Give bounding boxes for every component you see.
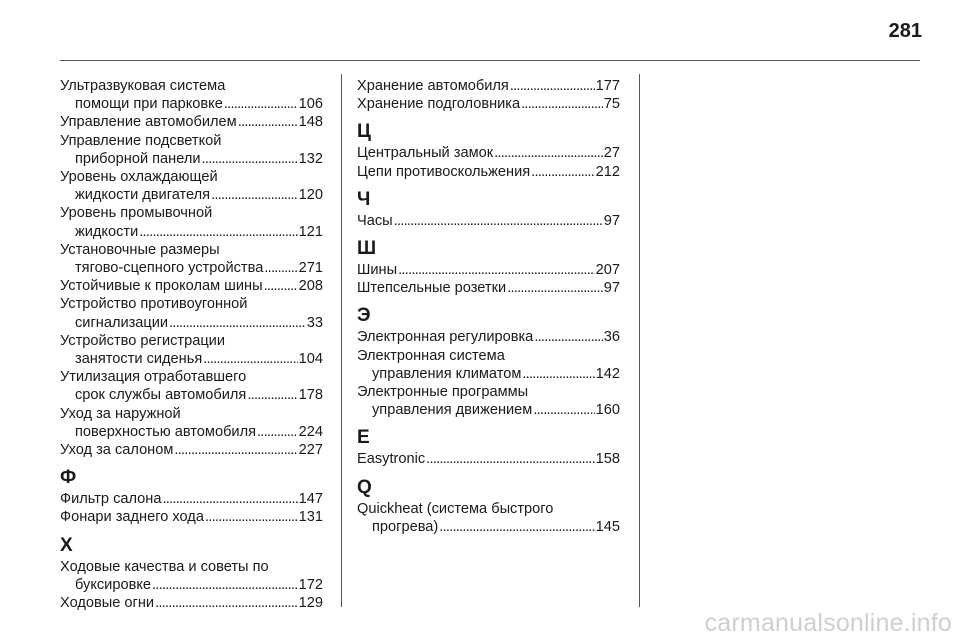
entry-line bbox=[357, 518, 620, 536]
index-entry bbox=[357, 261, 620, 279]
dot-leader bbox=[257, 423, 298, 441]
page-reference: 27 bbox=[603, 145, 620, 162]
entry-term: поверхностью автомобиля bbox=[75, 423, 256, 440]
dot-leader bbox=[394, 212, 603, 230]
entry-term: Утилизация отработавшего bbox=[60, 369, 247, 386]
page-reference: 33 bbox=[306, 314, 323, 331]
entry-line bbox=[357, 401, 620, 419]
index-entry bbox=[357, 77, 620, 95]
index-entry bbox=[60, 277, 323, 295]
entry-term: Фонари заднего хода bbox=[60, 509, 204, 526]
entry-term: Управление подсветкой bbox=[60, 132, 222, 149]
entry-term: Ходовые качества и советы по bbox=[60, 558, 269, 575]
entry-line bbox=[60, 186, 323, 204]
entry-line bbox=[60, 168, 323, 186]
index-section bbox=[357, 238, 620, 297]
dot-leader bbox=[522, 365, 594, 383]
page-reference: 121 bbox=[298, 223, 323, 240]
section-letter: Ф bbox=[60, 467, 77, 489]
entry-line bbox=[60, 558, 323, 576]
dot-leader bbox=[162, 490, 297, 508]
index-entry bbox=[60, 594, 323, 612]
entry-term: Управление автомобилем bbox=[60, 114, 237, 131]
entry-term: Устройство противоугонной bbox=[60, 296, 248, 313]
entry-line bbox=[60, 386, 323, 404]
entry-term: Ультразвуковая система bbox=[60, 78, 226, 94]
entry-term: Установочные размеры bbox=[60, 241, 220, 258]
dot-leader bbox=[155, 594, 298, 612]
entry-line bbox=[357, 163, 620, 181]
entry-line bbox=[357, 347, 620, 365]
dot-leader bbox=[169, 314, 306, 332]
entry-line bbox=[60, 150, 323, 168]
entry-term: сигнализации bbox=[75, 314, 169, 331]
index-entry bbox=[60, 204, 323, 240]
entry-term: тягово-сцепного устройства bbox=[75, 260, 264, 277]
index-entry bbox=[357, 383, 620, 419]
entry-line bbox=[60, 259, 323, 277]
index-entry bbox=[60, 405, 323, 441]
column-divider bbox=[639, 74, 640, 607]
page-reference: 147 bbox=[298, 491, 323, 508]
index-entry bbox=[60, 332, 323, 368]
entry-term: Уход за наружной bbox=[60, 405, 181, 422]
page-reference: 212 bbox=[595, 163, 620, 180]
index-entry bbox=[60, 508, 323, 526]
dot-leader bbox=[264, 259, 297, 277]
section-letter: Ч bbox=[357, 188, 371, 210]
page-reference: 75 bbox=[603, 96, 620, 113]
page-reference: 104 bbox=[298, 351, 323, 368]
section-letter: E bbox=[357, 427, 370, 449]
entry-line bbox=[60, 95, 323, 113]
entry-term: Электронная регулировка bbox=[357, 329, 534, 346]
index-entry bbox=[60, 113, 323, 131]
entry-line bbox=[60, 423, 323, 441]
dot-leader bbox=[203, 350, 297, 368]
index-section bbox=[357, 121, 620, 180]
entry-line bbox=[60, 241, 323, 259]
dot-leader bbox=[494, 144, 603, 162]
page-reference: 36 bbox=[603, 329, 620, 346]
entry-term: Цепи противоскольжения bbox=[357, 163, 531, 180]
page-reference: 224 bbox=[298, 423, 323, 440]
entry-line bbox=[357, 77, 620, 95]
entry-term: Шины bbox=[357, 262, 398, 279]
entry-line bbox=[60, 77, 323, 95]
index-entry bbox=[60, 490, 323, 508]
section-letter: Ц bbox=[357, 121, 371, 143]
entry-line bbox=[60, 490, 323, 508]
index-entry bbox=[357, 279, 620, 297]
entry-term: Quickheat (система быстрого bbox=[357, 500, 554, 517]
entry-term: помощи при парковке bbox=[75, 96, 223, 113]
dot-leader bbox=[531, 163, 595, 181]
entry-line bbox=[357, 500, 620, 518]
dot-leader bbox=[174, 441, 297, 459]
index-section bbox=[357, 427, 620, 468]
entry-term: Устойчивые к проколам шины bbox=[60, 278, 263, 295]
page-reference: 178 bbox=[298, 387, 323, 404]
entry-term: занятости сиденья bbox=[75, 351, 203, 368]
index-section bbox=[60, 467, 323, 526]
page-reference: 148 bbox=[298, 114, 323, 131]
entry-line bbox=[60, 576, 323, 594]
entry-line bbox=[60, 332, 323, 350]
page-reference: 271 bbox=[298, 260, 323, 277]
page-reference: 120 bbox=[298, 187, 323, 204]
entry-term: Уровень охлаждающей bbox=[60, 169, 218, 186]
page-reference: 227 bbox=[298, 442, 323, 459]
section-letter: Q bbox=[357, 476, 372, 498]
entry-line bbox=[357, 144, 620, 162]
index-section bbox=[60, 77, 323, 459]
index-section bbox=[357, 477, 620, 536]
entry-term: управления климатом bbox=[372, 365, 522, 382]
index-entry bbox=[60, 368, 323, 404]
page-reference: 177 bbox=[595, 78, 620, 94]
entry-term: Электронная система bbox=[357, 347, 505, 364]
dot-leader bbox=[533, 401, 594, 419]
entry-line bbox=[60, 113, 323, 131]
entry-term: Центральный замок bbox=[357, 145, 494, 162]
page-reference: 132 bbox=[298, 150, 323, 167]
dot-leader bbox=[264, 277, 298, 295]
page-reference: 129 bbox=[298, 595, 323, 612]
entry-line bbox=[60, 368, 323, 386]
entry-line bbox=[357, 383, 620, 401]
index-entry bbox=[357, 328, 620, 346]
index-section bbox=[60, 535, 323, 613]
index-entry bbox=[357, 212, 620, 230]
entry-term: управления движением bbox=[372, 402, 533, 419]
entry-term: Устройство регистрации bbox=[60, 332, 225, 349]
entry-line bbox=[60, 314, 323, 332]
dot-leader bbox=[139, 223, 297, 241]
index-entry bbox=[60, 241, 323, 277]
index-entry bbox=[357, 144, 620, 162]
index-entry bbox=[357, 500, 620, 536]
entry-term: прогрева) bbox=[372, 518, 439, 535]
entry-line bbox=[60, 594, 323, 612]
header-rule bbox=[60, 60, 920, 61]
page-reference: 207 bbox=[595, 262, 620, 279]
page-reference: 97 bbox=[603, 212, 620, 229]
entry-line bbox=[60, 223, 323, 241]
watermark: carmanualsonline.info bbox=[704, 609, 952, 637]
page-reference: 158 bbox=[595, 451, 620, 468]
dot-leader bbox=[205, 508, 298, 526]
index-entry bbox=[60, 77, 323, 113]
entry-line bbox=[357, 261, 620, 279]
entry-line bbox=[60, 132, 323, 150]
section-letter: Х bbox=[60, 534, 73, 556]
index-entry bbox=[60, 441, 323, 459]
section-letter: Ш bbox=[357, 238, 377, 260]
dot-leader bbox=[152, 576, 298, 594]
index-section bbox=[357, 77, 620, 113]
entry-line bbox=[60, 441, 323, 459]
entry-line bbox=[60, 405, 323, 423]
section-letter: Э bbox=[357, 305, 371, 327]
index-entry bbox=[357, 163, 620, 181]
entry-term: Easytronic bbox=[357, 451, 426, 468]
index-column-2 bbox=[357, 77, 620, 536]
dot-leader bbox=[507, 279, 603, 297]
page-reference: 97 bbox=[603, 280, 620, 297]
index-entry bbox=[60, 295, 323, 331]
page-reference: 145 bbox=[595, 518, 620, 535]
dot-leader bbox=[398, 261, 595, 279]
column-divider bbox=[341, 74, 342, 607]
entry-term: Уровень промывочной bbox=[60, 205, 213, 222]
entry-line bbox=[357, 95, 620, 113]
entry-line bbox=[357, 450, 620, 468]
dot-leader bbox=[439, 518, 594, 536]
page-number: 281 bbox=[888, 20, 922, 42]
index-entry bbox=[60, 132, 323, 168]
entry-line bbox=[357, 279, 620, 297]
page-reference: 172 bbox=[298, 576, 323, 593]
dot-leader bbox=[211, 186, 298, 204]
entry-term: Хранение автомобиля bbox=[357, 78, 509, 94]
dot-leader bbox=[521, 95, 603, 113]
entry-term: жидкости bbox=[75, 223, 139, 240]
page-reference: 160 bbox=[595, 402, 620, 419]
page-reference: 142 bbox=[595, 365, 620, 382]
entry-term: буксировке bbox=[75, 576, 151, 593]
entry-line bbox=[60, 295, 323, 313]
dot-leader bbox=[534, 328, 602, 346]
dot-leader bbox=[510, 77, 595, 95]
entry-term: срок службы автомобиля bbox=[75, 387, 247, 404]
dot-leader bbox=[426, 450, 595, 468]
index-section bbox=[357, 189, 620, 230]
index-column-1 bbox=[60, 77, 323, 612]
index-entry bbox=[357, 95, 620, 113]
entry-line bbox=[60, 350, 323, 368]
page-reference: 208 bbox=[298, 278, 323, 295]
index-entry bbox=[60, 168, 323, 204]
entry-term: Уход за салоном bbox=[60, 442, 174, 459]
page-reference: 131 bbox=[298, 509, 323, 526]
index-section bbox=[357, 305, 620, 419]
entry-term: приборной панели bbox=[75, 150, 201, 167]
page-reference: 106 bbox=[298, 96, 323, 113]
dot-leader bbox=[202, 150, 298, 168]
entry-line bbox=[60, 277, 323, 295]
entry-line bbox=[60, 508, 323, 526]
index-entry bbox=[60, 558, 323, 594]
dot-leader bbox=[224, 95, 298, 113]
entry-term: жидкости двигателя bbox=[75, 187, 211, 204]
entry-line bbox=[357, 212, 620, 230]
entry-term: Электронные программы bbox=[357, 384, 529, 401]
entry-term: Хранение подголовника bbox=[357, 96, 521, 113]
dot-leader bbox=[238, 113, 298, 131]
entry-term: Ходовые огни bbox=[60, 595, 155, 612]
entry-term: Часы bbox=[357, 212, 393, 229]
entry-term: Фильтр салона bbox=[60, 491, 162, 508]
index-entry bbox=[357, 450, 620, 468]
index-entry bbox=[357, 347, 620, 383]
dot-leader bbox=[247, 386, 297, 404]
entry-line bbox=[357, 328, 620, 346]
entry-term: Штепсельные розетки bbox=[357, 280, 507, 297]
entry-line bbox=[60, 204, 323, 222]
entry-line bbox=[357, 365, 620, 383]
